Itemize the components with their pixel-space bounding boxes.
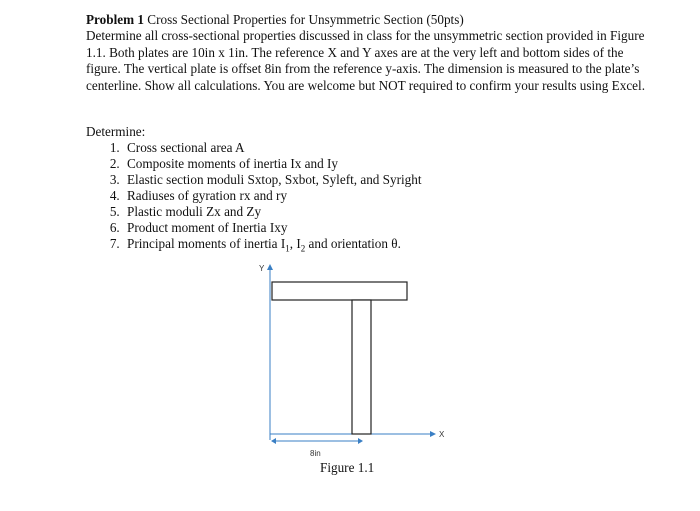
item-text: and orientation θ. [305, 236, 401, 251]
dimension-arrow-left-icon [271, 438, 276, 444]
list-item: 6. Product moment of Inertia Ixy [123, 220, 422, 236]
list-item: 5. Plastic moduli Zx and Zy [123, 204, 422, 220]
problem-subtitle: Cross Sectional Properties for Unsymmetric Section (50pts) [144, 12, 464, 27]
list-item: 4. Radiuses of gyration rx and ry [123, 188, 422, 204]
dimension-arrow-right-icon [358, 438, 363, 444]
subscript-1: 1 [285, 243, 290, 254]
problem-title: Problem 1 [86, 12, 144, 27]
y-axis-label: Y [259, 264, 265, 273]
x-axis-arrow-icon [430, 431, 436, 437]
determine-heading: Determine: [86, 124, 146, 139]
x-axis-label: X [439, 430, 445, 439]
list-item: 2. Composite moments of inertia Ix and Iy [123, 156, 422, 172]
dimension-label: 8in [310, 449, 321, 458]
item-text: Principal moments of inertia I [127, 236, 286, 251]
list-item: 3. Elastic section moduli Sxtop, Sxbot, Syleft, and Syright [123, 172, 422, 188]
item-text: , I [289, 236, 301, 251]
figure-caption: Figure 1.1 [320, 460, 375, 475]
vertical-plate [352, 300, 371, 434]
subscript-2: 2 [300, 243, 306, 254]
y-axis-arrow-icon [267, 264, 273, 270]
problem-body: Determine all cross-sectional properties discussed in class for the unsymmetric section provided in Figure 1.1. Both plates are 10in x 1in. The reference X and Y axes are at the very left and bottom sides of the figure. The vertical plate is offset 8in from the reference y-axis. The dimension is measured to the plate’s centerline. Show all calculations. You are welcome but NOT required to confirm your results using Excel. [86, 28, 645, 93]
horizontal-plate [272, 282, 407, 300]
list-item: 1. Cross sectional area A [123, 140, 422, 156]
